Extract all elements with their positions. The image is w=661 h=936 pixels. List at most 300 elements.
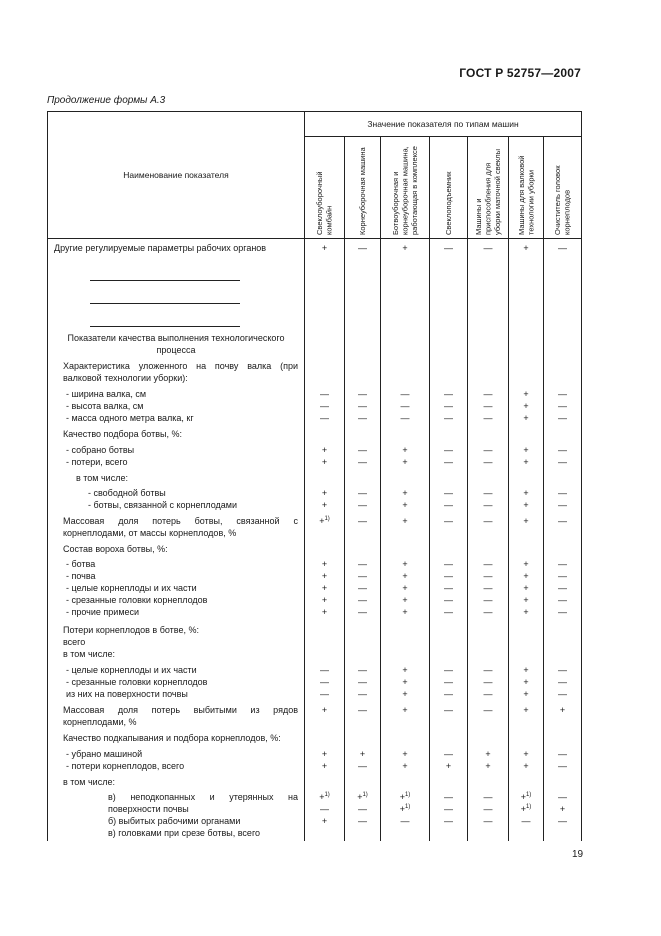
footnote-mark: 1)	[525, 792, 532, 799]
indicator-value-cell	[509, 512, 544, 540]
plus-mark: +	[402, 243, 408, 253]
table-row	[48, 512, 582, 540]
indicator-value-cell	[468, 555, 509, 620]
indicator-name	[48, 441, 305, 469]
indicator-value-cell	[468, 385, 509, 425]
indicator-name	[48, 239, 305, 255]
indicator-value-cell	[430, 239, 468, 255]
indicators-table	[47, 111, 582, 841]
dash-mark: —	[558, 571, 568, 582]
table-row	[48, 745, 582, 773]
indicator-value-cell	[345, 469, 381, 485]
plus-mark: +	[321, 559, 328, 570]
dash-mark: —	[558, 748, 568, 759]
machine-type-label: Корнеуборочная машина	[357, 146, 367, 235]
dash-mark: —	[400, 412, 410, 423]
dash-mark: —	[444, 559, 453, 570]
dash-mark: —	[444, 792, 453, 803]
indicator-name-line: Массовая доля потерь ботвы, связанной с корнеплодами, от массы корнеплодов, %	[63, 516, 298, 539]
dash-mark: —	[558, 412, 568, 423]
dash-mark: —	[444, 243, 453, 253]
dash-mark: —	[358, 688, 367, 699]
plus-mark: +	[402, 595, 408, 606]
indicator-name-line: в) неподкопанных и утерянных на поверхности почвы	[108, 792, 298, 815]
indicator-value-cell	[468, 661, 509, 701]
indicator-value-cell	[544, 555, 582, 620]
indicator-value-cell	[345, 701, 381, 729]
indicator-value-cell	[430, 512, 468, 540]
machine-type-column-header	[305, 137, 345, 239]
indicator-value-cell	[430, 441, 468, 469]
dash-mark: —	[558, 595, 568, 606]
indicator-value-cell	[381, 512, 430, 540]
indicator-value-cell	[381, 661, 430, 701]
plus-mark: +	[523, 388, 529, 399]
table-row	[48, 621, 582, 661]
indicator-name-line: Показатели качества выполнения технологического процесса	[67, 333, 285, 355]
indicator-name-line: - потери корнеплодов, всего	[66, 760, 185, 771]
indicator-value-cell	[381, 469, 430, 485]
indicator-value-cell	[509, 745, 544, 773]
plus-mark: +	[402, 607, 408, 618]
indicator-value-cell	[381, 385, 430, 425]
dash-mark: —	[320, 388, 329, 399]
indicator-value-cell	[544, 773, 582, 789]
indicator-value-cell	[345, 555, 381, 620]
plus-mark: +$^{1)}$	[520, 804, 532, 815]
indicator-value-cell	[468, 729, 509, 745]
table-row	[48, 441, 582, 469]
indicator-name-line: Потери корнеплодов в ботве, %:	[63, 624, 199, 635]
indicator-value-cell	[468, 540, 509, 556]
indicator-value-cell	[509, 425, 544, 441]
indicator-name-line: - свободной ботвы	[88, 488, 166, 499]
indicator-value-cell	[345, 441, 381, 469]
dash-mark: —	[358, 607, 367, 618]
dash-mark: —	[483, 488, 493, 499]
dash-mark: —	[558, 400, 568, 411]
indicator-value-cell	[345, 357, 381, 385]
indicator-name-line: - целые корнеплоды и их части	[66, 583, 197, 594]
indicator-name-line: - высота валка, см	[66, 400, 144, 411]
indicator-name	[48, 512, 305, 540]
indicator-value-cell	[381, 239, 430, 255]
dash-mark: —	[558, 500, 568, 511]
indicator-value-cell	[509, 255, 544, 329]
machine-type-label: Ботвоуборочная и корнеуборочная машина, работающая в комплексе	[390, 145, 419, 235]
indicator-value-cell	[345, 773, 381, 789]
footnote-mark: 1)	[362, 792, 368, 799]
table-row	[48, 555, 582, 620]
dash-mark: —	[320, 664, 329, 675]
indicator-name-line: - срезанные головки корнеплодов	[66, 676, 208, 687]
indicator-value-cell	[468, 773, 509, 789]
table-row	[48, 661, 582, 701]
indicator-value-cell	[305, 540, 345, 556]
plus-mark: +	[402, 488, 408, 499]
indicator-value-cell	[509, 469, 544, 485]
indicator-value-cell	[468, 512, 509, 540]
machine-type-label: Свеклоуборочный комбайн	[315, 170, 334, 235]
dash-mark: —	[358, 804, 367, 815]
indicator-value-cell	[544, 385, 582, 425]
indicator-value-cell	[509, 441, 544, 469]
dash-mark: —	[358, 595, 367, 606]
indicator-value-cell	[430, 540, 468, 556]
plus-mark: +	[321, 760, 328, 771]
indicator-value-cell	[305, 512, 345, 540]
indicator-value-cell	[381, 540, 430, 556]
indicator-value-cell	[544, 745, 582, 773]
indicator-value-cell	[305, 441, 345, 469]
dash-mark: —	[483, 792, 493, 803]
dash-mark: —	[444, 664, 453, 675]
indicator-name	[48, 385, 305, 425]
indicator-value-cell	[509, 357, 544, 385]
indicator-value-cell	[468, 425, 509, 441]
plus-mark: +	[402, 664, 408, 675]
indicator-value-cell	[544, 512, 582, 540]
dash-mark: —	[483, 595, 493, 606]
plus-mark: +	[321, 816, 328, 827]
indicator-value-cell	[430, 555, 468, 620]
indicator-name-line: всего	[63, 636, 86, 647]
indicator-value-cell	[305, 729, 345, 745]
dash-mark: —	[558, 816, 568, 827]
indicator-value-cell	[509, 329, 544, 357]
dash-mark: —	[558, 243, 568, 253]
indicator-value-cell	[305, 621, 345, 661]
table-row	[48, 484, 582, 512]
indicator-value-cell	[305, 329, 345, 357]
indicator-value-cell	[430, 788, 468, 841]
indicator-value-cell	[381, 729, 430, 745]
dash-mark: —	[358, 412, 367, 423]
dash-mark: —	[558, 388, 568, 399]
plus-mark: +	[523, 705, 529, 716]
dash-mark: —	[358, 559, 367, 570]
indicator-value-cell	[305, 745, 345, 773]
machine-type-column-header	[544, 137, 582, 239]
plus-mark: +	[523, 456, 529, 467]
plus-mark: +	[523, 595, 529, 606]
plus-mark: +	[402, 705, 408, 716]
indicator-value-cell	[345, 385, 381, 425]
machine-type-column-header	[430, 137, 468, 239]
indicator-value-cell	[305, 255, 345, 329]
indicator-value-cell	[509, 773, 544, 789]
dash-mark: —	[444, 688, 453, 699]
plus-mark: +	[523, 559, 529, 570]
indicator-value-cell	[544, 441, 582, 469]
plus-mark: +	[402, 676, 408, 687]
indicator-name-line: - ширина валка, см	[66, 388, 147, 399]
indicator-value-cell	[305, 385, 345, 425]
indicator-name	[48, 425, 305, 441]
indicator-name-line: - собрано ботвы	[66, 444, 135, 455]
indicator-name-line: Массовая доля потерь выбитыми из рядов корнеплодами, %	[63, 705, 298, 728]
plus-mark: +	[321, 583, 328, 594]
indicator-name-line: - целые корнеплоды и их части	[66, 664, 197, 675]
dash-mark: —	[444, 488, 453, 499]
indicator-value-cell	[345, 788, 381, 841]
indicator-value-cell	[430, 357, 468, 385]
indicator-value-cell	[381, 441, 430, 469]
plus-mark: +	[402, 444, 408, 455]
indicator-value-cell	[468, 329, 509, 357]
plus-mark: +	[402, 500, 408, 511]
dash-mark: —	[444, 456, 453, 467]
dash-mark: —	[320, 412, 329, 423]
indicator-name-line: - масса одного метра валка, кг	[66, 412, 194, 423]
plus-mark: +	[321, 488, 328, 499]
indicator-value-cell	[305, 773, 345, 789]
indicator-value-cell	[381, 425, 430, 441]
table-row	[48, 425, 582, 441]
dash-mark: —	[558, 688, 568, 699]
indicator-value-cell	[544, 661, 582, 701]
indicator-name-line: - прочие примеси	[66, 607, 140, 618]
indicator-value-cell	[345, 729, 381, 745]
dash-mark: —	[358, 388, 367, 399]
page-number: 19	[572, 849, 584, 860]
dash-mark: —	[444, 705, 453, 716]
plus-mark: +	[321, 500, 328, 511]
indicator-value-cell	[430, 745, 468, 773]
dash-mark: —	[558, 583, 568, 594]
dash-mark: —	[444, 816, 453, 827]
indicator-value-cell	[430, 484, 468, 512]
indicator-value-cell	[305, 661, 345, 701]
dash-mark: —	[358, 664, 367, 675]
table-row	[48, 469, 582, 485]
indicator-name-line: из них на поверхности почвы	[66, 688, 188, 699]
dash-mark: —	[483, 500, 493, 511]
plus-mark: +	[523, 500, 529, 511]
indicator-name	[48, 357, 305, 385]
dash-mark: —	[483, 664, 493, 675]
dash-mark: —	[400, 388, 410, 399]
dash-mark: —	[320, 400, 329, 411]
indicator-value-cell	[381, 745, 430, 773]
indicator-value-cell	[430, 773, 468, 789]
dash-mark: —	[358, 444, 367, 455]
plus-mark: +	[523, 760, 529, 771]
indicator-value-cell	[430, 469, 468, 485]
plus-mark: +	[523, 571, 529, 582]
indicator-name-line: Характеристика уложенного на почву валка (при валковой технологии уборки):	[63, 360, 298, 383]
indicator-value-cell	[345, 512, 381, 540]
dash-mark: —	[483, 243, 493, 253]
blank-entry-line	[90, 287, 240, 304]
indicator-name-line: б) выбитых рабочими органами	[108, 816, 241, 827]
indicator-value-cell	[381, 555, 430, 620]
plus-mark: +	[402, 760, 408, 771]
indicator-name-line: - срезанные головки корнеплодов	[66, 595, 208, 606]
indicator-value-cell	[468, 357, 509, 385]
form-caption: Продолжение формы А.3	[47, 95, 166, 106]
dash-mark: —	[400, 400, 410, 411]
indicator-value-cell	[468, 239, 509, 255]
table-row	[48, 239, 582, 255]
dash-mark: —	[444, 676, 453, 687]
indicator-value-cell	[544, 329, 582, 357]
table-row	[48, 385, 582, 425]
indicator-name	[48, 555, 305, 620]
indicator-value-cell	[509, 661, 544, 701]
plus-mark: +	[523, 664, 529, 675]
dash-mark: —	[558, 607, 568, 618]
indicator-name	[48, 745, 305, 773]
dash-mark: —	[358, 760, 367, 771]
indicator-name	[48, 540, 305, 556]
indicator-value-cell	[430, 329, 468, 357]
machine-type-column-header	[509, 137, 544, 239]
indicator-value-cell	[468, 441, 509, 469]
machine-type-column-header	[468, 137, 509, 239]
dash-mark: —	[358, 583, 367, 594]
dash-mark: —	[444, 583, 453, 594]
dash-mark: —	[483, 444, 493, 455]
dash-mark: —	[558, 760, 568, 771]
table-row	[48, 540, 582, 556]
dash-mark: —	[483, 571, 493, 582]
indicator-value-cell	[381, 329, 430, 357]
plus-mark: +	[402, 516, 408, 527]
indicator-value-cell	[544, 701, 582, 729]
indicator-value-cell	[544, 469, 582, 485]
indicator-value-cell	[381, 773, 430, 789]
dash-mark: —	[483, 516, 493, 527]
indicator-name	[48, 773, 305, 789]
plus-mark: +	[321, 571, 328, 582]
plus-mark: +	[523, 400, 529, 411]
dash-mark: —	[558, 676, 568, 687]
indicator-value-cell	[305, 425, 345, 441]
machine-type-label: Машины и приспособления для уборки маточной свеклы	[473, 148, 502, 235]
indicator-value-cell	[509, 701, 544, 729]
dash-mark: —	[320, 676, 329, 687]
indicator-value-cell	[345, 745, 381, 773]
indicator-name	[48, 661, 305, 701]
plus-mark: +	[523, 412, 529, 423]
indicator-value-cell	[305, 239, 345, 255]
plus-mark: +	[523, 243, 529, 253]
dash-mark: —	[358, 500, 367, 511]
machine-type-column-header	[345, 137, 381, 239]
dash-mark: —	[444, 516, 453, 527]
indicator-value-cell	[345, 239, 381, 255]
plus-mark: +	[445, 760, 452, 771]
indicator-name-line: - убрано машиной	[66, 748, 143, 759]
indicator-value-cell	[544, 484, 582, 512]
plus-mark: +	[402, 688, 408, 699]
indicator-name-line: - потери, всего	[66, 456, 128, 467]
plus-mark: +$^{1)}$	[520, 792, 532, 803]
plus-mark: +	[523, 516, 529, 527]
dash-mark: —	[483, 456, 493, 467]
indicator-value-cell	[345, 425, 381, 441]
machine-types-header: Значение показателя по типам машин	[305, 112, 582, 137]
indicator-value-cell	[544, 540, 582, 556]
plus-mark: +	[485, 748, 491, 759]
dash-mark: —	[358, 488, 367, 499]
plus-mark: +$^{1)}$	[357, 792, 368, 803]
indicator-name-line: - ботва	[66, 559, 96, 570]
indicator-value-cell	[544, 729, 582, 745]
dash-mark: —	[483, 388, 493, 399]
plus-mark: +	[321, 607, 328, 618]
dash-mark: —	[444, 595, 453, 606]
plus-mark: +	[523, 444, 529, 455]
dash-mark: —	[358, 816, 367, 827]
indicator-value-cell	[345, 661, 381, 701]
indicator-value-cell	[430, 425, 468, 441]
plus-mark: +	[402, 748, 408, 759]
indicator-value-cell	[509, 621, 544, 661]
dash-mark: —	[483, 816, 493, 827]
dash-mark: —	[558, 488, 568, 499]
indicator-name	[48, 788, 305, 841]
dash-mark: —	[444, 607, 453, 618]
indicator-name-line: - ботвы, связанной с корнеплодами	[88, 500, 238, 511]
dash-mark: —	[558, 792, 568, 803]
blank-entry-line	[90, 264, 240, 281]
indicator-value-cell	[430, 621, 468, 661]
dash-mark: —	[444, 388, 453, 399]
plus-mark: +	[321, 705, 328, 716]
indicator-name	[48, 469, 305, 485]
blank-entry-line	[90, 310, 240, 327]
plus-mark: +	[523, 688, 529, 699]
indicator-value-cell	[381, 357, 430, 385]
dash-mark: —	[483, 400, 493, 411]
indicator-value-cell	[544, 621, 582, 661]
table-row	[48, 773, 582, 789]
indicator-value-cell	[509, 788, 544, 841]
indicator-value-cell	[509, 729, 544, 745]
footnote-mark: 1)	[525, 804, 532, 811]
indicator-value-cell	[381, 484, 430, 512]
indicator-name-line: в) головками при срезе ботвы, всего	[108, 828, 261, 839]
plus-mark: +	[559, 804, 566, 815]
indicator-value-cell	[305, 484, 345, 512]
indicator-value-cell	[509, 540, 544, 556]
dash-mark: —	[320, 804, 329, 815]
plus-mark: +	[523, 748, 529, 759]
indicator-name-line: Другие регулируемые параметры рабочих органов	[54, 243, 267, 253]
plus-mark: +$^{1)}$	[319, 516, 330, 527]
indicator-value-cell	[509, 239, 544, 255]
indicator-value-cell	[468, 484, 509, 512]
dash-mark: —	[358, 516, 367, 527]
indicator-value-cell	[430, 729, 468, 745]
dash-mark: —	[320, 688, 329, 699]
indicator-name	[48, 255, 305, 329]
footnote-mark: 1)	[324, 516, 330, 523]
indicator-value-cell	[305, 357, 345, 385]
plus-mark: +	[523, 676, 529, 687]
indicator-value-cell	[509, 484, 544, 512]
indicator-value-cell	[509, 555, 544, 620]
footnote-mark: 1)	[324, 792, 330, 799]
dash-mark: —	[558, 516, 568, 527]
table-row	[48, 788, 582, 841]
indicator-name-line: Качество подбора ботвы, %:	[63, 429, 182, 440]
plus-mark: +	[402, 583, 408, 594]
indicator-value-cell	[468, 701, 509, 729]
dash-mark: —	[558, 664, 568, 675]
